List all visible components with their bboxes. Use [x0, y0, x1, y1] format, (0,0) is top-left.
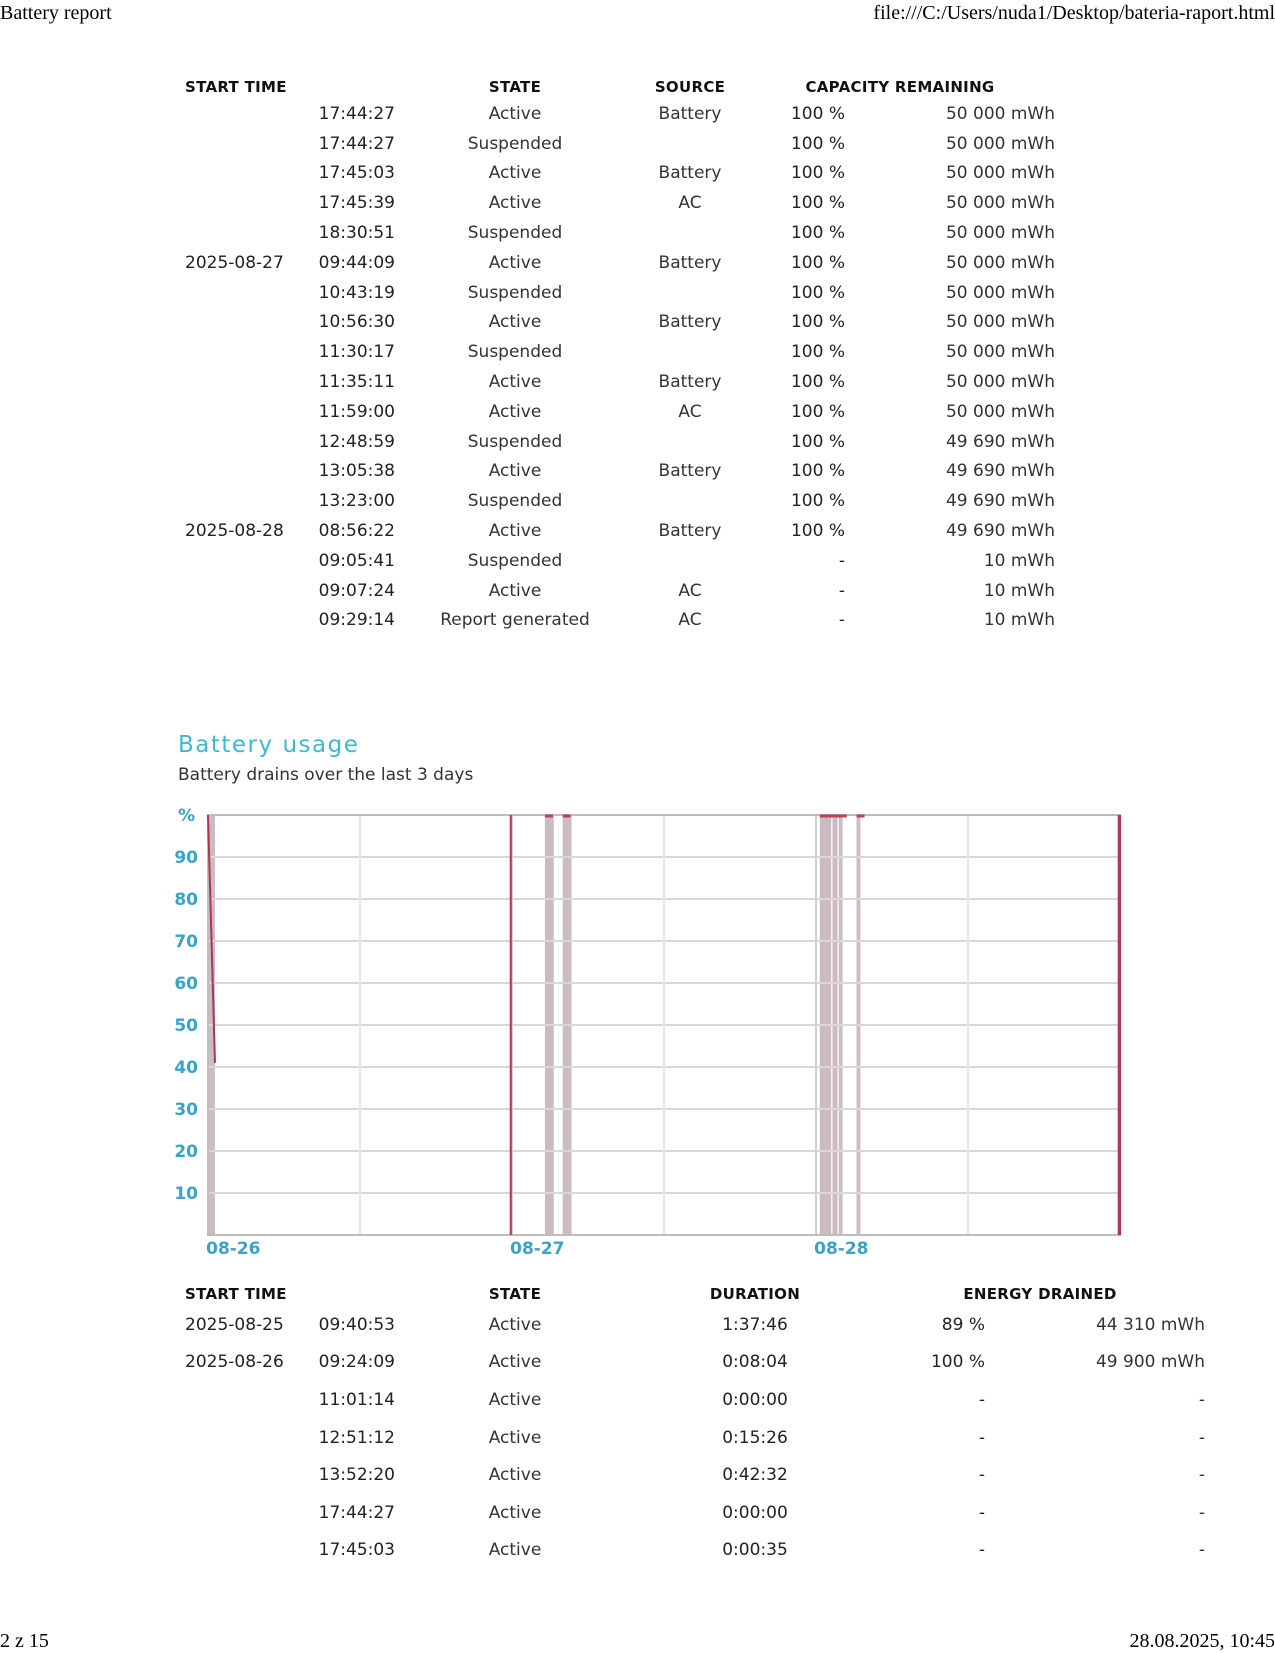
row-state: Suspended [467, 491, 563, 512]
row-time: 09:07:24 [318, 580, 395, 601]
battery-usage-header-row [185, 1282, 1205, 1306]
row-energy-mwh: 44 310 mWh [1095, 1314, 1205, 1335]
row-capacity-percent: 100 % [790, 431, 845, 452]
row-capacity-mwh: 50 000 mWh [945, 163, 1055, 184]
row-state: Active [488, 372, 542, 393]
row-state: Active [488, 312, 542, 333]
row-source: AC [678, 580, 702, 601]
row-time: 09:24:09 [318, 1352, 395, 1373]
row-time: 10:56:30 [318, 312, 395, 333]
row-capacity-mwh: 50 000 mWh [945, 342, 1055, 363]
row-capacity-percent: 100 % [790, 372, 845, 393]
row-state: Report generated [440, 610, 590, 631]
row-date [185, 159, 295, 189]
row-state: Suspended [467, 550, 563, 571]
table-row [185, 367, 1055, 397]
row-energy-mwh: - [1198, 1427, 1205, 1448]
y-tick-label: 60 [174, 974, 198, 994]
recent-usage-header-row [185, 75, 1055, 99]
row-state: Active [488, 1352, 542, 1373]
row-time: 09:40:53 [318, 1314, 395, 1335]
row-source: AC [678, 193, 702, 214]
row-energy-mwh: - [1198, 1502, 1205, 1523]
row-date [185, 308, 295, 338]
row-time: 12:51:12 [318, 1427, 395, 1448]
row-capacity-mwh: 50 000 mWh [945, 252, 1055, 273]
col-state: STATE [488, 78, 542, 96]
row-capacity-mwh: 50 000 mWh [945, 372, 1055, 393]
table-row [185, 546, 1055, 576]
row-state: Suspended [467, 431, 563, 452]
row-capacity-percent: 100 % [790, 223, 845, 244]
row-time: 18:30:51 [318, 223, 395, 244]
table-row [185, 129, 1055, 159]
row-capacity-percent: 100 % [790, 491, 845, 512]
row-time: 09:29:14 [318, 610, 395, 631]
row-time: 17:44:27 [318, 103, 395, 124]
row-state: Suspended [467, 133, 563, 154]
table-row [185, 218, 1055, 248]
row-duration: 0:42:32 [722, 1465, 788, 1486]
row-capacity-mwh: 50 000 mWh [945, 133, 1055, 154]
row-duration: 0:00:35 [722, 1540, 788, 1561]
row-time: 09:44:09 [318, 252, 395, 273]
x-tick-label: 08-27 [510, 1239, 565, 1259]
battery-usage-subtitle: Battery drains over the last 3 days [178, 765, 474, 785]
row-date [185, 218, 295, 248]
row-capacity-mwh: 50 000 mWh [945, 312, 1055, 333]
row-date: 2025-08-27 [185, 252, 284, 273]
row-date [185, 397, 295, 427]
table-row [185, 516, 1055, 546]
table-row [185, 308, 1055, 338]
row-source [635, 129, 745, 159]
row-date: 2025-08-26 [185, 1352, 284, 1373]
row-capacity-percent: - [838, 550, 845, 571]
row-source: Battery [658, 252, 722, 273]
row-capacity-mwh: 50 000 mWh [945, 103, 1055, 124]
table-row [185, 1381, 1205, 1419]
row-capacity-mwh: 50 000 mWh [945, 193, 1055, 214]
row-state: Active [488, 521, 542, 542]
row-state: Active [488, 1427, 542, 1448]
row-duration: 0:15:26 [722, 1427, 788, 1448]
row-time: 08:56:22 [318, 521, 395, 542]
row-date [185, 427, 295, 457]
print-header-url: file:///C:/Users/nuda1/Desktop/bateria-raport.html [873, 2, 1275, 24]
table-row [185, 1306, 1205, 1344]
table-row [185, 486, 1055, 516]
row-capacity-percent: 100 % [790, 193, 845, 214]
row-energy-mwh: - [1198, 1465, 1205, 1486]
row-source: Battery [658, 372, 722, 393]
row-source [635, 218, 745, 248]
usage-col-state: STATE [488, 1285, 542, 1303]
y-tick-label: 80 [174, 890, 198, 910]
table-row [185, 337, 1055, 367]
y-tick-label: 40 [174, 1058, 198, 1078]
row-capacity-mwh: 10 mWh [983, 580, 1055, 601]
row-state: Active [488, 401, 542, 422]
usage-col-energy-drained: ENERGY DRAINED [963, 1285, 1117, 1303]
table-row [185, 99, 1055, 129]
row-energy-percent: - [978, 1389, 985, 1410]
print-header-title: Battery report [0, 2, 112, 24]
row-source: Battery [658, 103, 722, 124]
print-footer-datetime: 28.08.2025, 10:45 [1129, 1630, 1275, 1652]
row-capacity-percent: 100 % [790, 461, 845, 482]
row-date: 2025-08-25 [185, 1314, 284, 1335]
usage-col-duration: DURATION [709, 1285, 801, 1303]
row-duration: 1:37:46 [722, 1314, 788, 1335]
table-row [185, 248, 1055, 278]
row-capacity-percent: 100 % [790, 163, 845, 184]
usage-col-start-time: START TIME [185, 1285, 287, 1303]
table-row [185, 397, 1055, 427]
row-date [185, 1456, 295, 1494]
table-row [185, 1419, 1205, 1457]
row-energy-percent: 100 % [930, 1352, 985, 1373]
table-row [185, 427, 1055, 457]
row-time: 17:44:27 [318, 133, 395, 154]
y-tick-label: 70 [174, 932, 198, 952]
table-row [185, 1494, 1205, 1532]
y-axis-label: % [178, 806, 196, 826]
row-state: Active [488, 1502, 542, 1523]
y-tick-label: 30 [174, 1100, 198, 1120]
row-energy-mwh: 49 900 mWh [1095, 1352, 1205, 1373]
row-capacity-percent: - [838, 580, 845, 601]
row-capacity-mwh: 49 690 mWh [945, 431, 1055, 452]
row-state: Active [488, 461, 542, 482]
row-state: Suspended [467, 223, 563, 244]
row-source: Battery [658, 461, 722, 482]
recent-usage-table [185, 75, 1055, 635]
row-date [185, 278, 295, 308]
row-state: Suspended [467, 342, 563, 363]
row-date: 2025-08-28 [185, 521, 284, 542]
row-time: 11:30:17 [318, 342, 395, 363]
row-time: 17:45:03 [318, 1540, 395, 1561]
row-capacity-mwh: 49 690 mWh [945, 521, 1055, 542]
print-footer-page: 2 z 15 [0, 1630, 49, 1652]
row-date [185, 1532, 295, 1570]
table-row [185, 159, 1055, 189]
row-time: 17:45:39 [318, 193, 395, 214]
row-date [185, 576, 295, 606]
row-time: 11:59:00 [318, 401, 395, 422]
row-source [635, 546, 745, 576]
row-date [185, 129, 295, 159]
row-capacity-percent: 100 % [790, 103, 845, 124]
table-row [185, 1532, 1205, 1570]
row-capacity-percent: 100 % [790, 133, 845, 154]
row-date [185, 188, 295, 218]
row-date [185, 486, 295, 516]
row-energy-percent: - [978, 1427, 985, 1448]
row-capacity-mwh: 49 690 mWh [945, 491, 1055, 512]
row-source: Battery [658, 312, 722, 333]
y-tick-label: 50 [174, 1016, 198, 1036]
battery-usage-title: Battery usage [178, 732, 360, 758]
row-time: 17:44:27 [318, 1502, 395, 1523]
row-date [185, 337, 295, 367]
row-capacity-mwh: 50 000 mWh [945, 282, 1055, 303]
row-energy-percent: - [978, 1540, 985, 1561]
row-time: 11:35:11 [318, 372, 395, 393]
row-time: 13:52:20 [318, 1465, 395, 1486]
row-date [185, 546, 295, 576]
row-date [185, 457, 295, 487]
table-row [185, 278, 1055, 308]
row-time: 12:48:59 [318, 431, 395, 452]
row-state: Active [488, 1465, 542, 1486]
row-time: 17:45:03 [318, 163, 395, 184]
row-date [185, 367, 295, 397]
row-capacity-percent: 100 % [790, 252, 845, 273]
y-tick-label: 90 [174, 848, 198, 868]
row-state: Active [488, 580, 542, 601]
row-time: 13:23:00 [318, 491, 395, 512]
col-start-time: START TIME [185, 78, 287, 96]
row-duration: 0:08:04 [722, 1352, 788, 1373]
row-state: Active [488, 252, 542, 273]
row-energy-percent: - [978, 1502, 985, 1523]
table-row [185, 457, 1055, 487]
row-capacity-mwh: 49 690 mWh [945, 461, 1055, 482]
table-row [185, 576, 1055, 606]
row-source: Battery [658, 163, 722, 184]
row-time: 11:01:14 [318, 1389, 395, 1410]
row-date [185, 606, 295, 636]
row-state: Suspended [467, 282, 563, 303]
row-duration: 0:00:00 [722, 1502, 788, 1523]
row-capacity-mwh: 10 mWh [983, 550, 1055, 571]
row-date [185, 99, 295, 129]
row-capacity-percent: - [838, 610, 845, 631]
row-state: Active [488, 1314, 542, 1335]
table-row [185, 188, 1055, 218]
x-tick-label: 08-26 [206, 1239, 261, 1259]
row-source [635, 486, 745, 516]
row-source: Battery [658, 521, 722, 542]
row-state: Active [488, 193, 542, 214]
row-state: Active [488, 163, 542, 184]
row-capacity-mwh: 50 000 mWh [945, 223, 1055, 244]
battery-usage-table [185, 1282, 1205, 1569]
table-row [185, 606, 1055, 636]
row-energy-percent: - [978, 1465, 985, 1486]
row-capacity-mwh: 10 mWh [983, 610, 1055, 631]
row-date [185, 1494, 295, 1532]
row-capacity-percent: 100 % [790, 312, 845, 333]
row-energy-percent: 89 % [941, 1314, 985, 1335]
y-tick-label: 20 [174, 1142, 198, 1162]
row-date [185, 1419, 295, 1457]
row-source: AC [678, 401, 702, 422]
col-source: SOURCE [654, 78, 726, 96]
row-time: 09:05:41 [318, 550, 395, 571]
row-capacity-percent: 100 % [790, 401, 845, 422]
y-tick-label: 10 [174, 1184, 198, 1204]
row-time: 10:43:19 [318, 282, 395, 303]
x-tick-label: 08-28 [814, 1239, 869, 1259]
table-row [185, 1344, 1205, 1382]
row-source [635, 427, 745, 457]
row-energy-mwh: - [1198, 1540, 1205, 1561]
row-capacity-percent: 100 % [790, 282, 845, 303]
row-time: 13:05:38 [318, 461, 395, 482]
battery-usage-chart [170, 805, 1130, 1259]
row-energy-mwh: - [1198, 1389, 1205, 1410]
row-capacity-percent: 100 % [790, 342, 845, 363]
row-state: Active [488, 103, 542, 124]
col-capacity-remaining: CAPACITY REMAINING [805, 78, 995, 96]
row-source [635, 337, 745, 367]
row-state: Active [488, 1540, 542, 1561]
row-date [185, 1381, 295, 1419]
row-source [635, 278, 745, 308]
row-duration: 0:00:00 [722, 1389, 788, 1410]
row-capacity-mwh: 50 000 mWh [945, 401, 1055, 422]
row-state: Active [488, 1389, 542, 1410]
row-capacity-percent: 100 % [790, 521, 845, 542]
table-row [185, 1456, 1205, 1494]
row-source: AC [678, 610, 702, 631]
